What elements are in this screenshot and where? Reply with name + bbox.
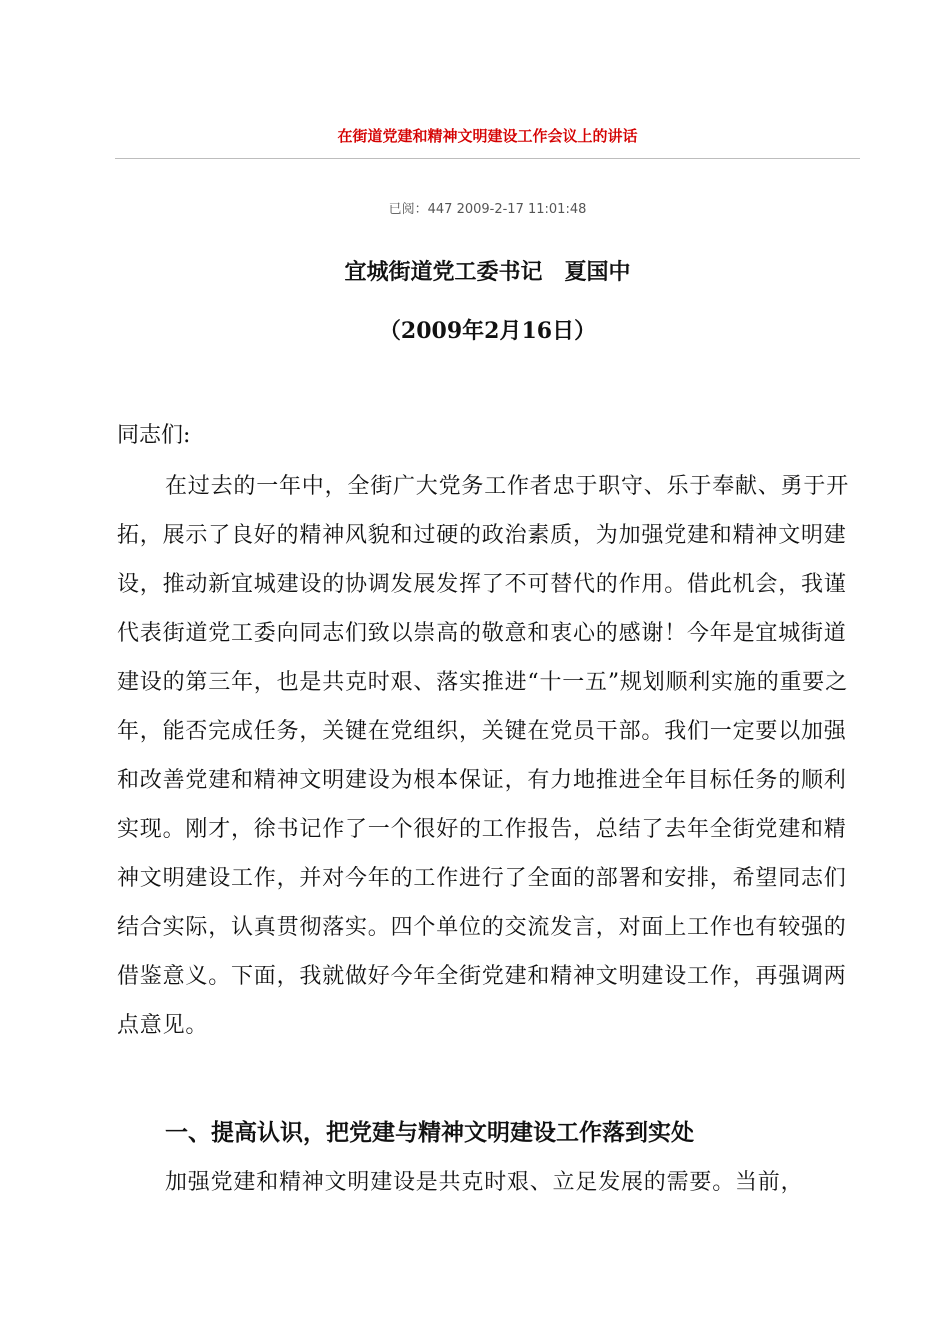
- body-paragraph: 加强党建和精神文明建设是共克时艰、立足发展的需要。当前，: [165, 1170, 804, 1195]
- read-count-and-timestamp: 已阅：447 2009-2-17 11:01:48: [388, 202, 587, 217]
- speaker-line: 宜城街道党工委书记 夏国中: [344, 259, 631, 285]
- section-heading: 一、提高认识，把党建与精神文明建设工作落到实处: [165, 1119, 694, 1146]
- salutation: 同志们:: [117, 423, 191, 448]
- header-title: 在街道党建和精神文明建设工作会议上的讲话: [337, 127, 638, 145]
- body-paragraph: 在过去的一年中，全街广大党务工作者忠于职守、乐于奉献、勇于开拓，展示了良好的精神风貌和过硬的政治素质，为加强党建和精神文明建设，推动新宜城建设的协调发展发挥了不可替代的作用。借此机会，我谨代表街道党工委向同志们致以崇高的敬意和衷心的感谢！今年是宜城街道建设的第三年，也是共克时艰、落实推进“十一五”规划顺利实施的重要之年，能否完成任务，关键在党组织，关键在党员干部。我们一定要以加强和改善党建和精神文明建设为根本保证，有力地推进全年目标任务的顺利实现。刚才，徐书记作了一个很好的工作报告，总结了去年全街党建和精神文明建设工作，并对今年的工作进行了全面的部署和安排，希望同志们结合实际，认真贯彻落实。四个单位的交流发言，对面上工作也有较强的借鉴意义。下面，我就做好今年全街党建和精神文明建设工作，再强调两点意见。: [117, 474, 850, 1038]
- speech-date: （2009年2月16日）: [378, 318, 597, 344]
- header-divider: [115, 158, 860, 159]
